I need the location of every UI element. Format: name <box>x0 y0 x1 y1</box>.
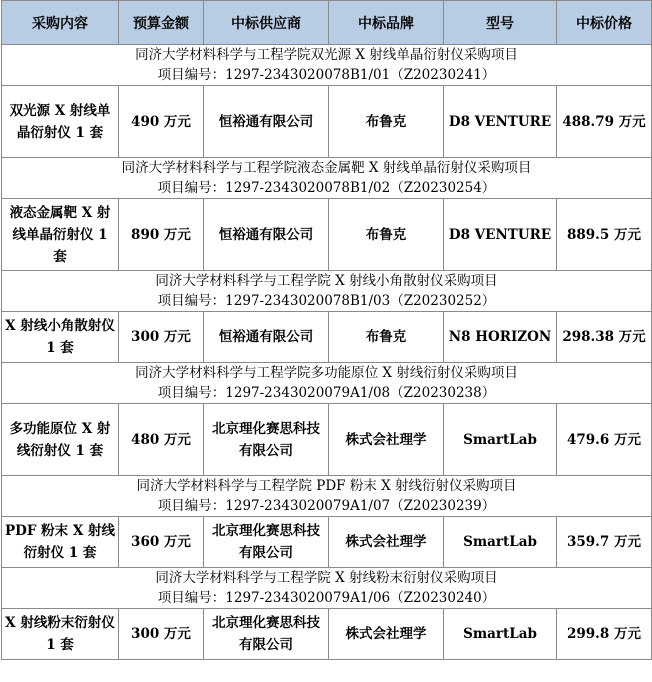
project-info <box>2 476 652 517</box>
cell-budget: 490 万元 <box>119 86 204 158</box>
cell-content: 多功能原位 X 射线衍射仪 1 套 <box>2 404 119 476</box>
project-title: 同济大学材料科学与工程学院 PDF 粉末 X 射线衍射仪采购项目 <box>136 478 517 494</box>
cell-brand: 布鲁克 <box>329 86 444 158</box>
cell-supplier: 恒裕通有限公司 <box>204 86 329 158</box>
cell-price: 299.8 万元 <box>557 609 652 660</box>
project-row <box>2 363 652 404</box>
project-info <box>2 568 652 609</box>
header-price: 中标价格 <box>557 1 652 45</box>
project-code: 项目编号：1297-2343020078B1/01（Z20230241） <box>157 67 496 83</box>
project-row <box>2 568 652 609</box>
cell-brand: 株式会社理学 <box>329 404 444 476</box>
cell-price: 889.5 万元 <box>557 199 652 271</box>
cell-brand: 布鲁克 <box>329 199 444 271</box>
cell-model: D8 VENTURE <box>444 86 557 158</box>
header-model: 型号 <box>444 1 557 45</box>
cell-budget: 480 万元 <box>119 404 204 476</box>
cell-budget: 300 万元 <box>119 312 204 363</box>
cell-content: PDF 粉末 X 射线衍射仪 1 套 <box>2 517 119 568</box>
cell-budget: 360 万元 <box>119 517 204 568</box>
cell-content: 双光源 X 射线单晶衍射仪 1 套 <box>2 86 119 158</box>
project-code: 项目编号：1297-2343020079A1/08（Z20230238） <box>157 385 496 401</box>
cell-price: 298.38 万元 <box>557 312 652 363</box>
cell-content: X 射线粉末衍射仪 1 套 <box>2 609 119 660</box>
cell-brand: 布鲁克 <box>329 312 444 363</box>
cell-model: D8 VENTURE <box>444 199 557 271</box>
cell-price: 488.79 万元 <box>557 86 652 158</box>
project-row <box>2 158 652 199</box>
project-info <box>2 363 652 404</box>
procurement-table <box>1 0 652 660</box>
table-row <box>2 404 652 476</box>
cell-price: 359.7 万元 <box>557 517 652 568</box>
cell-supplier: 恒裕通有限公司 <box>204 199 329 271</box>
header-supplier: 中标供应商 <box>204 1 329 45</box>
cell-price: 479.6 万元 <box>557 404 652 476</box>
project-row <box>2 476 652 517</box>
table-row <box>2 312 652 363</box>
header-brand: 中标品牌 <box>329 1 444 45</box>
cell-content: X 射线小角散射仪 1 套 <box>2 312 119 363</box>
cell-supplier: 恒裕通有限公司 <box>204 312 329 363</box>
cell-brand: 株式会社理学 <box>329 609 444 660</box>
project-title: 同济大学材料科学与工程学院液态金属靶 X 射线单晶衍射仪采购项目 <box>121 160 532 176</box>
project-title: 同济大学材料科学与工程学院 X 射线粉末衍射仪采购项目 <box>155 570 498 586</box>
project-title: 同济大学材料科学与工程学院双光源 X 射线单晶衍射仪采购项目 <box>135 47 518 63</box>
project-title: 同济大学材料科学与工程学院 X 射线小角散射仪采购项目 <box>155 273 498 289</box>
cell-model: SmartLab <box>444 404 557 476</box>
project-row <box>2 271 652 312</box>
header-budget: 预算金额 <box>119 1 204 45</box>
table-row <box>2 609 652 660</box>
header-row <box>2 1 652 45</box>
cell-brand: 株式会社理学 <box>329 517 444 568</box>
table-row <box>2 517 652 568</box>
project-code: 项目编号：1297-2343020079A1/06（Z20230240） <box>157 590 496 606</box>
cell-supplier: 北京理化赛思科技有限公司 <box>204 404 329 476</box>
cell-supplier: 北京理化赛思科技有限公司 <box>204 517 329 568</box>
cell-budget: 890 万元 <box>119 199 204 271</box>
table-row <box>2 199 652 271</box>
project-code: 项目编号：1297-2343020078B1/03（Z20230252） <box>157 293 496 309</box>
project-code: 项目编号：1297-2343020079A1/07（Z20230239） <box>157 498 496 514</box>
project-row <box>2 45 652 86</box>
header-content: 采购内容 <box>2 1 119 45</box>
cell-supplier: 北京理化赛思科技有限公司 <box>204 609 329 660</box>
project-code: 项目编号：1297-2343020078B1/02（Z20230254） <box>157 180 496 196</box>
project-info <box>2 158 652 199</box>
table-row <box>2 86 652 158</box>
cell-budget: 300 万元 <box>119 609 204 660</box>
project-info <box>2 271 652 312</box>
cell-content: 液态金属靶 X 射线单晶衍射仪 1 套 <box>2 199 119 271</box>
project-info <box>2 45 652 86</box>
cell-model: N8 HORIZON <box>444 312 557 363</box>
cell-model: SmartLab <box>444 609 557 660</box>
cell-model: SmartLab <box>444 517 557 568</box>
project-title: 同济大学材料科学与工程学院多功能原位 X 射线衍射仪采购项目 <box>135 365 518 381</box>
